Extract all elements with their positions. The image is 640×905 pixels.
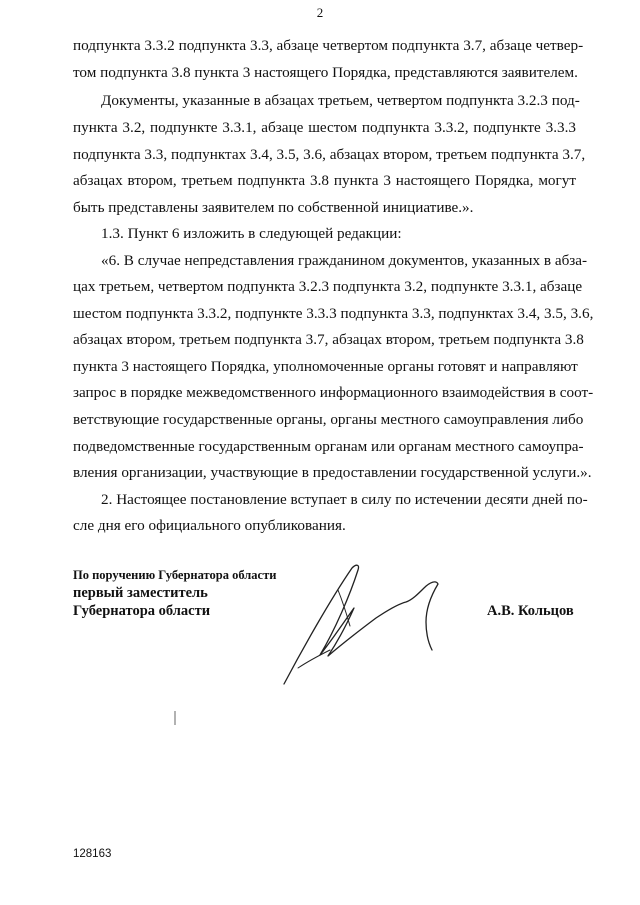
- text-line: пункта 3.2, подпункте 3.3.1, абзаце шестом подпункта 3.3.2, подпункте 3.3.3: [73, 119, 576, 136]
- signature-caption: По поручению Губернатора области: [73, 568, 277, 582]
- text-line: вления организации, участвующие в предоставлении государственной услуги.».: [73, 464, 592, 481]
- text-line: быть представлены заявителем по собственной инициативе.».: [73, 199, 474, 216]
- text-line: ветствующие государственные органы, органы местного самоуправления либо: [73, 411, 584, 428]
- text-line: Документы, указанные в абзацах третьем, четвертом подпункта 3.2.3 под-: [101, 92, 580, 109]
- text-line: подпункта 3.3.2 подпункта 3.3, абзаце четвертом подпункта 3.7, абзаце четвер-: [73, 37, 584, 54]
- text-line: 1.3. Пункт 6 изложить в следующей редакции:: [101, 225, 402, 242]
- signer-position: первый заместитель: [73, 585, 208, 601]
- text-line: 2. Настоящее постановление вступает в силу по истечении десяти дней по-: [101, 491, 588, 508]
- text-line: абзацах втором, третьем подпункта 3.8 пункта 3 настоящего Порядка, могут: [73, 172, 576, 189]
- text-line: подведомственные государственным органам или органам местного самоупра-: [73, 438, 584, 455]
- text-line: подпункта 3.3, подпунктах 3.4, 3.5, 3.6, абзацах втором, третьем подпункта 3.7,: [73, 146, 586, 163]
- text-line: цах третьем, четвертом подпункта 3.2.3 подпункта 3.2, подпункте 3.3.1, абзаце: [73, 278, 583, 295]
- text-line: том подпункта 3.8 пункта 3 настоящего Порядка, представляются заявителем.: [73, 64, 578, 81]
- text-line: шестом подпункта 3.3.2, подпункте 3.3.3 подпункта 3.3, подпунктах 3.4, 3.5, 3.6,: [73, 305, 594, 322]
- page-number: 2: [316, 5, 324, 20]
- text-line: пункта 3 настоящего Порядка, уполномоченные органы готовят и направляют: [73, 358, 578, 375]
- signer-name: А.В. Кольцов: [487, 603, 574, 619]
- text-line: «6. В случае непредставления гражданином документов, указанных в абза-: [101, 252, 588, 269]
- signer-position-cont: Губернатора области: [73, 603, 211, 619]
- handwritten-signature: [280, 560, 450, 690]
- scan-mark: [172, 711, 178, 725]
- document-number: 128163: [73, 848, 112, 860]
- text-line: сле дня его официального опубликования.: [73, 517, 346, 534]
- text-line: запрос в порядке межведомственного информационного взаимодействия в соот-: [73, 384, 594, 401]
- text-line: абзацах втором, третьем подпункта 3.7, абзацах втором, третьем подпункта 3.8: [73, 331, 584, 348]
